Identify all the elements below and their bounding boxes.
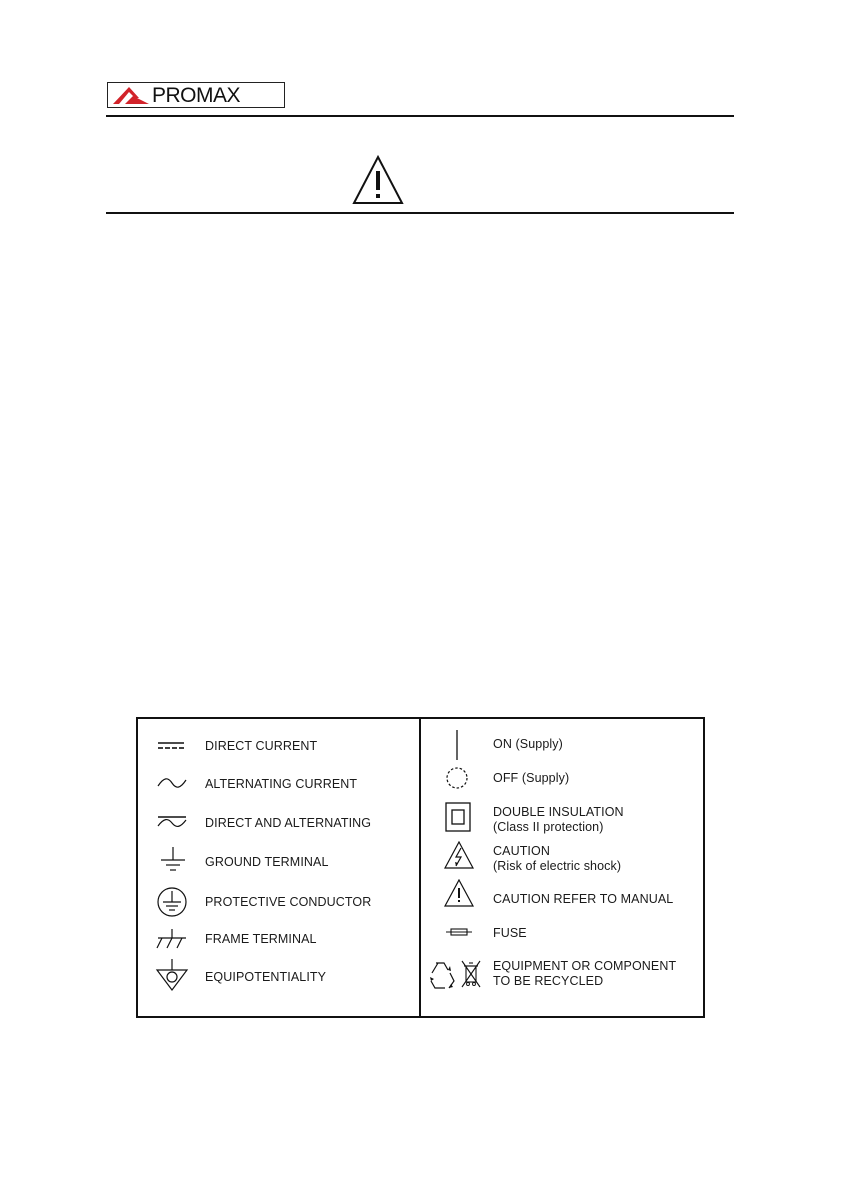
symbol-label-ground-terminal: GROUND TERMINAL: [205, 855, 329, 869]
symbol-label-equipotentiality: EQUIPOTENTIALITY: [205, 970, 327, 984]
symbol-label-fuse: FUSE: [493, 926, 527, 940]
column-divider: [419, 719, 421, 1016]
symbol-label-direct-current: DIRECT CURRENT: [205, 739, 318, 753]
frame-terminal-icon: [154, 928, 190, 950]
symbol-label-frame-terminal: FRAME TERMINAL: [205, 932, 317, 946]
caution-refer-manual-icon: [444, 879, 474, 907]
symbol-label-double-insulation: DOUBLE INSULATION: [493, 805, 624, 819]
symbol-sublabel-caution: (Risk of electric shock): [493, 859, 622, 873]
on-supply-icon: [452, 729, 462, 761]
ground-terminal-icon: [158, 846, 188, 874]
direct-and-alternating-icon: [156, 814, 188, 830]
symbol-label-recycle: EQUIPMENT OR COMPONENT: [493, 959, 677, 973]
equipotentiality-icon: [155, 958, 189, 992]
symbol-label-caution-refer-manual: CAUTION REFER TO MANUAL: [493, 892, 674, 906]
header-rule: [106, 115, 734, 117]
symbol-sublabel-double-insulation: (Class II protection): [493, 820, 604, 834]
symbol-label-on-supply: ON (Supply): [493, 737, 563, 751]
fuse-icon: [444, 925, 474, 939]
electric-shock-caution-icon: [444, 841, 474, 869]
promax-logo: [107, 82, 285, 108]
brand-name: PROMAX: [152, 84, 241, 107]
symbol-label-alternating-current: ALTERNATING CURRENT: [205, 777, 358, 791]
safety-symbols-table: [136, 717, 705, 1018]
alternating-current-icon: [156, 776, 188, 790]
promax-logo-mark-icon: [111, 85, 151, 105]
direct-current-icon: [156, 740, 186, 750]
symbol-label-off-supply: OFF (Supply): [493, 771, 570, 785]
symbol-label-protective-conductor: PROTECTIVE CONDUCTOR: [205, 895, 372, 909]
symbol-label-caution: CAUTION: [493, 844, 550, 858]
protective-conductor-icon: [156, 886, 188, 918]
off-supply-icon: [445, 766, 469, 790]
symbol-label-direct-and-alternating: DIRECT AND ALTERNATING: [205, 816, 372, 830]
symbol-sublabel-recycle: TO BE RECYCLED: [493, 974, 604, 988]
section-rule: [106, 212, 734, 214]
caution-triangle-icon: [351, 154, 405, 206]
double-insulation-icon: [445, 802, 471, 832]
recycle-icon: [428, 959, 484, 991]
